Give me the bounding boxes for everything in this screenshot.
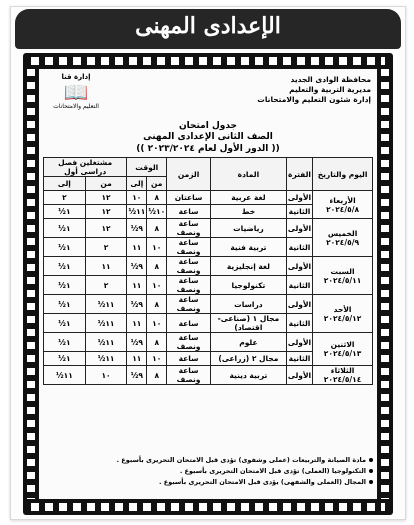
time-from-cell: ١٠ <box>147 238 167 257</box>
bullet-icon <box>369 469 373 473</box>
period-cell: الثانية <box>286 276 312 295</box>
subject-cell: دراسات <box>210 295 286 314</box>
period-cell: الثانية <box>286 205 312 219</box>
subject-cell: خط <box>210 205 286 219</box>
title-banner <box>15 9 401 49</box>
notice-from-cell: ١١½ <box>85 333 127 352</box>
time-from-cell: ٨ <box>147 333 167 352</box>
time-to-cell: ١١ <box>127 238 147 257</box>
header-period: الفترة <box>286 158 312 191</box>
film-holes-top <box>31 57 385 65</box>
notice-from-cell: ١٢ <box>85 191 127 205</box>
heading-line-2: الصف الثانى الإعدادى المهنى <box>143 132 273 142</box>
time-to-cell: ١١½ <box>127 205 147 219</box>
time-to-cell: ٩½ <box>127 257 147 276</box>
school-logo <box>45 73 107 123</box>
heading-line-1: جدول امتحان <box>178 121 238 131</box>
header-notice-to: إلى <box>44 177 86 191</box>
period-cell: الأولى <box>286 191 312 205</box>
time-from-cell: ١٠ <box>147 352 167 366</box>
notice-to-cell: ١١½ <box>44 366 86 385</box>
authority-line-2: مديرية التربية والتعليم <box>289 85 371 94</box>
header-to: إلى <box>127 177 147 191</box>
period-cell: الثانية <box>286 352 312 366</box>
time-to-cell: ١١ <box>127 276 147 295</box>
table-row <box>44 219 373 238</box>
time-to-cell: ٩½ <box>127 295 147 314</box>
header-time: الوقت <box>127 158 167 177</box>
note-item <box>43 455 373 466</box>
header-day: اليوم والتاريخ <box>313 158 373 191</box>
period-cell: الأولى <box>286 333 312 352</box>
time-from-cell: ١٠ <box>147 314 167 333</box>
duration-cell: ساعة ونصف <box>167 238 211 257</box>
film-holes-right <box>381 69 389 499</box>
notice-to-cell: ١½ <box>44 205 86 219</box>
subject-cell: تربية فنية <box>210 238 286 257</box>
duration-cell: ساعة <box>167 352 211 366</box>
subject-cell: مجال ٢ (زراعى) <box>210 352 286 366</box>
note-item <box>43 477 373 488</box>
header-subject: المادة <box>210 158 286 191</box>
note-text: مادة الصيانة والتربيعات (عملى وشفوى) تؤدى قبل الامتحان التحريرى بأسبوع . <box>116 456 366 464</box>
subject-cell: تربية دينية <box>210 366 286 385</box>
period-cell: الأولى <box>286 219 312 238</box>
table-row <box>44 257 373 276</box>
schedule-body <box>44 191 373 385</box>
notice-to-cell: ١½ <box>44 295 86 314</box>
logo-bottom-text: التعليم والامتحانات <box>53 103 99 110</box>
authority-block <box>241 75 371 105</box>
duration-cell: ساعة ونصف <box>167 333 211 352</box>
notice-to-cell: ١½ <box>44 219 86 238</box>
logo-top-text: إدارة قنا <box>61 73 91 81</box>
notice-from-cell: ٢ <box>85 238 127 257</box>
banner-title: الإعدادى المهنى <box>135 13 281 39</box>
duration-cell: ساعتان <box>167 191 211 205</box>
time-to-cell: ٩½ <box>127 219 147 238</box>
notice-to-cell: ١½ <box>44 314 86 333</box>
notice-to-cell: ١½ <box>44 276 86 295</box>
header-notice: مشتغلين فصل دراسى أول <box>44 158 127 177</box>
note-text: المجال (العملى والشفهى) يؤدى قبل الامتحان التحريرى بأسبوع . <box>159 478 366 486</box>
time-to-cell: ١١ <box>127 352 147 366</box>
notice-from-cell: ١١½ <box>85 295 127 314</box>
subject-cell: لغة عربية <box>210 191 286 205</box>
day-date-cell: السبت ٢٠٢٤/٥/١١ <box>313 257 373 295</box>
notice-from-cell: ١١ <box>85 257 127 276</box>
day-date-cell: الثلاثاء ٢٠٢٤/٥/١٤ <box>313 366 373 385</box>
note-item <box>43 466 373 477</box>
time-from-cell: ٨ <box>147 257 167 276</box>
bullet-icon <box>369 458 373 462</box>
note-text: التكنولوجيا (العملى) تؤدى قبل الامتحان التحريرى بأسبوع . <box>179 467 366 475</box>
period-cell: الأولى <box>286 257 312 276</box>
notice-from-cell: ١٠ <box>85 366 127 385</box>
duration-cell: ساعة ونصف <box>167 257 211 276</box>
period-cell: الثانية <box>286 238 312 257</box>
duration-cell: ساعة <box>167 205 211 219</box>
table-row <box>44 295 373 314</box>
time-from-cell: ٨ <box>147 219 167 238</box>
time-from-cell: ١٠½ <box>147 205 167 219</box>
film-frame <box>23 53 393 515</box>
film-holes-left <box>27 69 35 499</box>
period-cell: الأولى <box>286 366 312 385</box>
time-to-cell: ١٠ <box>127 191 147 205</box>
document-heading <box>39 121 377 155</box>
authority-line-1: محافظة الوادى الجديد <box>290 75 371 84</box>
header-from: من <box>147 177 167 191</box>
time-to-cell: ٩½ <box>127 366 147 385</box>
notes-list <box>43 455 373 488</box>
bullet-icon <box>369 480 373 484</box>
film-holes-bottom <box>31 503 385 511</box>
time-from-cell: ٨ <box>147 366 167 385</box>
table-row <box>44 191 373 205</box>
table-row <box>44 333 373 352</box>
day-date-cell: الاثنين ٢٠٢٤/٥/١٣ <box>313 333 373 366</box>
day-date-cell: الخميس ٢٠٢٤/٥/٩ <box>313 219 373 257</box>
duration-cell: ساعة ونصف <box>167 219 211 238</box>
notice-to-cell: ١½ <box>44 238 86 257</box>
notice-from-cell: ١٢ <box>85 205 127 219</box>
header-duration: الزمن <box>167 158 211 191</box>
time-from-cell: ٨ <box>147 191 167 205</box>
document-paper <box>39 69 377 499</box>
notice-to-cell: ١½ <box>44 257 86 276</box>
subject-cell: مجال ١ (صناعى-اقتصاد) <box>210 314 286 333</box>
time-to-cell: ٩½ <box>127 333 147 352</box>
notice-from-cell: ١١½ <box>85 314 127 333</box>
notice-from-cell: ٢ <box>85 276 127 295</box>
duration-cell: ساعة <box>167 314 211 333</box>
exam-sheet <box>10 6 406 520</box>
period-cell: الأولى <box>286 295 312 314</box>
subject-cell: علوم <box>210 333 286 352</box>
period-cell: الثانية <box>286 314 312 333</box>
header-notice-from: من <box>85 177 127 191</box>
time-to-cell: ١١ <box>127 314 147 333</box>
subject-cell: تكنولوجيا <box>210 276 286 295</box>
day-date-cell: الأحد ٢٠٢٤/٥/١٢ <box>313 295 373 333</box>
notice-from-cell: ١١½ <box>85 352 127 366</box>
subject-cell: رياضيات <box>210 219 286 238</box>
notice-from-cell: ١٢ <box>85 219 127 238</box>
time-from-cell: ١٠ <box>147 276 167 295</box>
authority-line-3: إدارة شئون التعليم والامتحانات <box>257 95 371 104</box>
notice-to-cell: ١½ <box>44 333 86 352</box>
day-date-cell: الأربعاء ٢٠٢٤/٥/٨ <box>313 191 373 219</box>
exam-schedule-table <box>43 157 373 385</box>
notice-to-cell: ١½ <box>44 352 86 366</box>
duration-cell: ساعة ونصف <box>167 276 211 295</box>
table-row <box>44 366 373 385</box>
notice-to-cell: ٢ <box>44 191 86 205</box>
heading-line-3: (( الدور الأول لعام ٢٠٢٣/٢٠٢٤ )) <box>136 144 280 154</box>
subject-cell: لغة إنجليزية <box>210 257 286 276</box>
time-from-cell: ٨ <box>147 295 167 314</box>
duration-cell: ساعة ونصف <box>167 295 211 314</box>
duration-cell: ساعة ونصف <box>167 366 211 385</box>
book-icon: 📖 <box>63 80 89 104</box>
